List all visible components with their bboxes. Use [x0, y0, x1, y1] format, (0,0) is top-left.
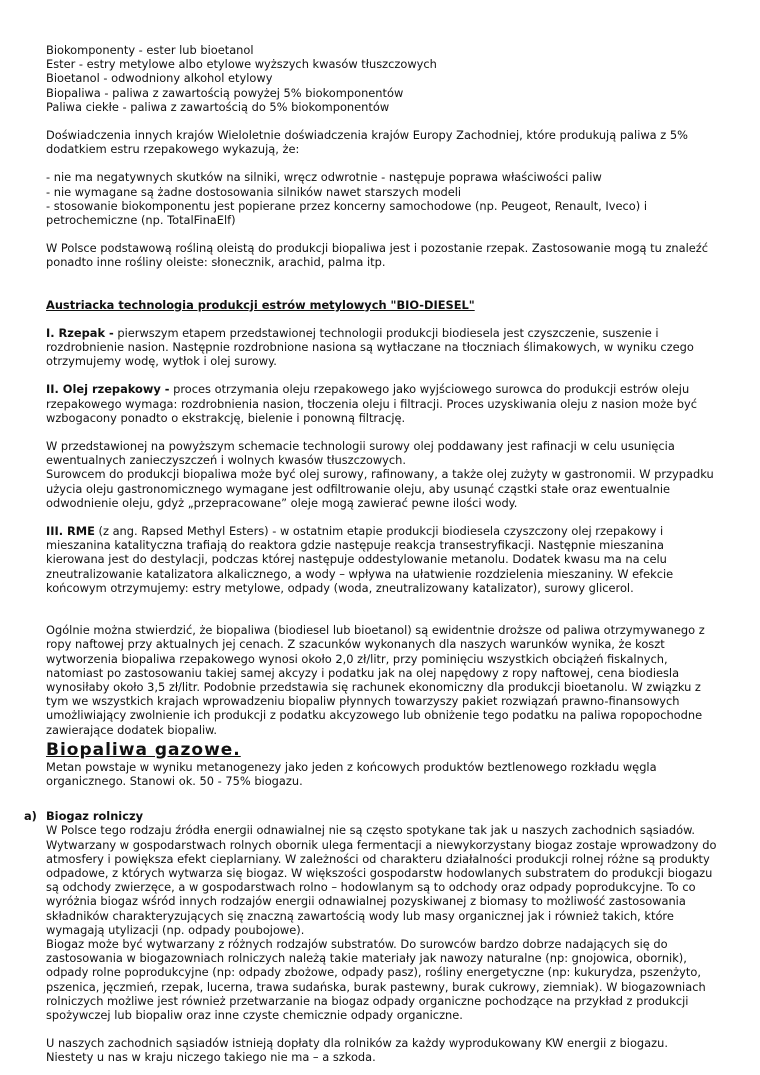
- list-item: [24, 809, 718, 1065]
- refining-paragraph: W przedstawionej na powyższym schemacie technologii surowy olej poddawany jest rafinacji w celu usunięcia ewentualnych zanieczyszczeń i wolnych kwasów tłuszczowych.: [46, 439, 675, 468]
- cost-paragraph: Ogólnie można stwierdzić, że biopaliwa (biodiesel lub bioetanol) są ewidentnie droższe od paliwa otrzymywanego z ropy naftowej przy aktualnych jej cenach. Z szacunków wykonanych dla naszych warunków wynika, że koszt wytworzenia biopaliwa rzepakowego wynosi około 2,0 zł/litr, przy pominięciu wszystkich obciążeń fiskalnych, natomiast po zastosowaniu takiej samej akcyzy i podatku jak na olej napędowy z ropy naftowej, cena biodiesla wynosiłaby około 3,5 zł/litr. Podobnie przedstawia się rachunek ekonomiczny dla produkcji bioetanolu. W związku z tym we wszystkich krajach wprowadzeniu biopaliw płynnych towarzyszy pakiet rozwiązań prawno-finansowych umożliwiający zwolnienie ich produkcji z podatku akcyzowego lub obniżenie tego podatku na paliwa ropopochodne zawierające dodatek biopaliw.: [46, 623, 705, 737]
- step-rzepak: [46, 326, 718, 369]
- definition-line: Biopaliwa - paliwa z zawartością powyżej 5% biokomponentów: [46, 85, 404, 100]
- definition-line: Paliwa ciekłe - paliwa z zawartością do 5% biokomponentów: [46, 99, 390, 114]
- step-rzepak-text: pierwszym etapem przedstawionej technologii produkcji biodiesela jest czyszczenie, suszenie i rozdrobnienie nasion. Następnie rozdrobnione nasiona są wytłaczane na tłoczniach ślimakowych, w wyniku czego otrzymujemy wodę, wytłok i olej surowy.: [46, 325, 694, 369]
- item-title: Biogaz rolniczy: [46, 809, 144, 824]
- item-paragraph: Biogaz może być wytwarzany z różnych rodzajów substratów. Do surowców bardzo dobrze nadających się do zastosowania w biogazowniach rolniczych należą takie materiały jak nawozy naturalne (np: gnojowica, obornik), odpady rolne poprodukcyjne (np: odpady zbożowe, odpady pasz), rośliny energetyczne (np: kukurydza, pszenżyto, pszenica, jęczmień, rzepak, lucerna, trawa sudańska, burak pastewny, burak cukrowy, ziemniak). W biogazowniach rolniczych możliwe jest również przetwarzanie na biogaz odpady organiczne pochodzące na przykład z produkcji spożywczej lub biopaliw oraz inne czyste chemicznie odpady organiczne.: [46, 936, 706, 1022]
- gas-heading: Biopaliwa gazowe.: [46, 739, 241, 760]
- experience-intro: Doświadczenia innych krajów Wieloletnie doświadczenia krajów Europy Zachodniej, które produkują paliwa z 5% dodatkiem estru rzepakowego wykazują, że:: [46, 128, 688, 157]
- definition-line: Bioetanol - odwodniony alkohol etylowy: [46, 71, 273, 86]
- document-page: [24, 43, 718, 1065]
- item-paragraph: W Polsce tego rodzaju źródła energii odnawialnej nie są często spotykane tak jak u naszych zachodnich sąsiadów. Wytwarzany w gospodarstwach rolnych obornik ulega fermentacji a niewykorzystany biogaz zostaje wprowadzony do atmosfery i powiększa efekt cieplarniany. W zależności od charakteru działalności produkcji rolnej różne są produkty odpadowe, z których wytwarza się biogaz. W większości gospodarstw hodowlanych substratem do produkcji biogazu są odchody zwierzęce, a w gospodarstwach rolno – hodowlanym są to odchody oraz odpady poprodukcyjne. To co wyróżnia biogaz wśród innych rodzajów energii odnawialnej pozyskiwanej z biomasy to możliwość zastosowania składników charakteryzujących się znaczną zawartością wody lub masy organicznej jak i również takich, które wymagają utylizacji (np. odpady poubojowe).: [46, 823, 717, 937]
- definition-line: Ester - estry metylowe albo etylowe wyższych kwasów tłuszczowych: [46, 57, 437, 72]
- experience-point: - nie wymagane są żadne dostosowania silników nawet starszych modeli: [46, 184, 462, 199]
- step-olej: [46, 382, 718, 425]
- raw-material-paragraph: Surowcem do produkcji biopaliwa może być olej surowy, rafinowany, a także olej zużyty w gastronomii. W przypadku użycia oleju gastronomicznego wymagane jest odfiltrowanie oleju, aby usunąć cząstki stałe oraz ewentualnie odwodnienie oleju, gdyż „przepracowane” oleje mogą zawierać pewne ilości wody.: [46, 467, 714, 510]
- step-rzepak-label: I. Rzepak -: [46, 325, 114, 340]
- gas-intro: Metan powstaje w wyniku metanogenezy jako jeden z końcowych produktów beztlenowego rozkładu węgla organicznego. Stanowi ok. 50 - 75% biogazu.: [46, 759, 657, 788]
- step-olej-text: proces otrzymania oleju rzepakowego jako wyjściowego surowca do produkcji estrów oleju rzepakowego wymaga: rozdrobnienia nasion, tłoczenia oleju i filtracji. Proces uzyskiwania oleju z nasion może być wzbogacony ponadto o ekstrakcję, bielenie i ponowną filtrację.: [46, 382, 698, 425]
- step-olej-label: II. Olej rzepakowy -: [46, 382, 170, 397]
- poland-paragraph: W Polsce podstawową rośliną oleistą do produkcji biopaliwa jest i pozostanie rzepak. Zastosowanie mogą tu znaleźć ponadto inne rośliny oleiste: słonecznik, arachid, palma itp.: [46, 241, 709, 270]
- experience-point: - stosowanie biokomponentu jest popierane przez koncerny samochodowe (np. Peugeot, Renault, Iveco) i petrochemiczne (np. TotalFinaElf): [46, 198, 647, 228]
- step-rme-text: (z ang. Rapsed Methyl Esters) - w ostatnim etapie produkcji biodiesela czyszczony olej rzepakowy i mieszanina katalityczna trafiają do reaktora gdzie następuje reakcja transestryfikacji. Następnie mieszanina kierowana jest do destylacji, podczas której następuje oddestylowanie metanolu. Dodatek kwasu ma na celu zneutralizowanie katalizatora alkalicznego, a wody – wpływa na ułatwienie rozdzielenia mieszaniny. W efekcie końcowym otrzymujemy: estry metylowe, odpady (woda, zneutralizowany katalizator), surowy glicerol.: [46, 524, 674, 595]
- technology-heading: Austriacka technologia produkcji estrów metylowych "BIO-DIESEL": [46, 297, 475, 312]
- step-rme-label: III. RME: [46, 524, 95, 539]
- item-paragraph: U naszych zachodnich sąsiadów istnieją dopłaty dla rolników za każdy wyprodukowany KW energii z biogazu. Niestety u nas w kraju niczego takiego nie ma – a szkoda.: [46, 1036, 668, 1065]
- definition-line: Biokomponenty - ester lub bioetanol: [46, 43, 254, 57]
- list-marker: a): [24, 809, 37, 824]
- step-rme: [46, 524, 718, 595]
- experience-point: - nie ma negatywnych skutków na silniki, wręcz odwrotnie - następuje poprawa właściwości paliw: [46, 170, 602, 185]
